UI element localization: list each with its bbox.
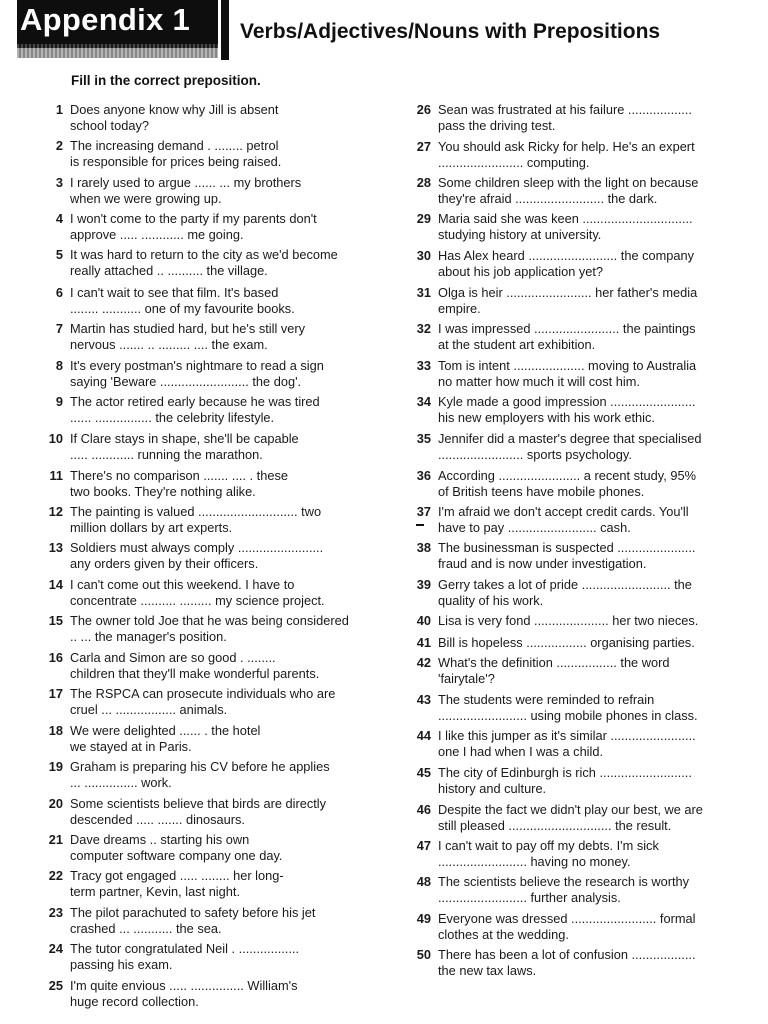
question-item: [404, 635, 742, 651]
question-text: [70, 832, 376, 865]
question-line: If Clare stays in shape, she'll be capable: [70, 431, 299, 446]
question-number: 2: [55, 138, 63, 153]
question-number: 37: [416, 504, 431, 519]
question-number: 49: [416, 911, 431, 926]
question-text: [438, 358, 742, 391]
question-line: 'fairytale'?: [438, 671, 495, 687]
question-line: The students were reminded to refrain: [438, 692, 655, 707]
question-line: Despite the fact we didn't play our best, we are: [438, 802, 703, 817]
question-item: [36, 504, 376, 537]
question-item: [36, 868, 376, 901]
question-line: I'm quite envious ..... ............... William's: [70, 978, 298, 993]
question-line: There's no comparison ....... .... . these: [70, 468, 288, 483]
question-line: Some children sleep with the light on because: [438, 175, 699, 190]
question-number: 16: [48, 650, 63, 665]
question-line: of British teens have mobile phones.: [438, 484, 645, 500]
question-item: [404, 211, 742, 244]
question-text: [70, 211, 376, 244]
question-item: [404, 765, 742, 798]
question-line: The painting is valued ............................ two: [70, 504, 322, 519]
question-item: [36, 431, 376, 464]
question-item: [404, 175, 742, 208]
question-line: The tutor congratulated Neil . .................: [70, 941, 300, 956]
question-text: [438, 692, 742, 725]
question-line: empire.: [438, 301, 481, 317]
question-text: [70, 978, 376, 1011]
question-text: [70, 941, 376, 974]
question-text: [438, 838, 742, 871]
question-text: [438, 765, 742, 798]
page-title: Verbs/Adjectives/Nouns with Prepositions: [240, 20, 661, 43]
question-item: [36, 759, 376, 792]
question-number: 44: [416, 728, 431, 743]
question-item: [404, 838, 742, 871]
question-number: 40: [416, 613, 431, 628]
question-text: [70, 723, 376, 756]
question-item: [404, 577, 742, 610]
question-item: [36, 905, 376, 938]
question-text: [70, 431, 376, 464]
question-line: ......................... using mobile phones in class.: [438, 708, 698, 724]
question-number: 10: [48, 431, 63, 446]
question-item: [404, 504, 742, 537]
question-item: [36, 138, 376, 171]
question-item: [404, 655, 742, 688]
question-line: Olga is heir ........................ her father's media: [438, 285, 698, 300]
instruction-text: Fill in the correct preposition.: [71, 73, 261, 88]
question-item: [404, 285, 742, 318]
question-line: The scientists believe the research is worthy: [438, 874, 690, 889]
question-item: [36, 796, 376, 829]
question-text: [70, 905, 376, 938]
question-item: [36, 102, 376, 135]
question-item: [36, 358, 376, 391]
question-text: [438, 728, 742, 761]
question-text: [438, 285, 742, 318]
question-number: 6: [55, 285, 63, 300]
question-item: [404, 947, 742, 980]
question-item: [36, 247, 376, 280]
question-line: The RSPCA can prosecute individuals who are: [70, 686, 336, 701]
question-item: [36, 394, 376, 427]
question-text: [70, 102, 376, 135]
question-text: [438, 911, 742, 944]
question-text: [70, 247, 376, 280]
question-item: [36, 175, 376, 208]
question-line: Everyone was dressed ........................ formal: [438, 911, 696, 926]
question-text: [438, 577, 742, 610]
question-line: any orders given by their officers.: [70, 556, 259, 572]
question-text: [438, 139, 742, 172]
question-number: 43: [416, 692, 431, 707]
question-text: [70, 468, 376, 501]
appendix-label: Appendix 1: [20, 2, 191, 37]
question-line: What's the definition ................. the word: [438, 655, 670, 670]
question-line: school today?: [70, 118, 149, 134]
question-number: 35: [416, 431, 431, 446]
question-text: [438, 947, 742, 980]
question-number: 28: [416, 175, 431, 190]
question-text: [70, 540, 376, 573]
dash-mark: [416, 524, 424, 526]
question-text: [70, 686, 376, 719]
question-number: 19: [48, 759, 63, 774]
question-number: 42: [416, 655, 431, 670]
question-text: [438, 874, 742, 907]
question-line: cruel ... ................. animals.: [70, 702, 228, 718]
question-line: concentrate .......... ......... my science project.: [70, 593, 325, 609]
question-item: [36, 613, 376, 646]
question-line: still pleased ............................. the result.: [438, 818, 672, 834]
question-text: [70, 577, 376, 610]
question-number: 29: [416, 211, 431, 226]
question-number: 22: [48, 868, 63, 883]
question-line: clothes at the wedding.: [438, 927, 569, 943]
question-line: passing his exam.: [70, 957, 173, 973]
question-line: I'm afraid we don't accept credit cards. You'll: [438, 504, 689, 519]
question-text: [70, 868, 376, 901]
question-line: his new employers with his work ethic.: [438, 410, 655, 426]
question-text: [70, 759, 376, 792]
question-line: the new tax laws.: [438, 963, 537, 979]
question-line: Dave dreams .. starting his own: [70, 832, 250, 847]
question-text: [70, 796, 376, 829]
question-number: 30: [416, 248, 431, 263]
question-text: [438, 211, 742, 244]
question-line: ........................ sports psychology.: [438, 447, 632, 463]
question-line: history and culture.: [438, 781, 547, 797]
question-line: Tom is intent .................... moving to Australia: [438, 358, 697, 373]
question-item: [404, 139, 742, 172]
question-number: 33: [416, 358, 431, 373]
question-number: 8: [55, 358, 63, 373]
question-item: [404, 468, 742, 501]
question-line: The businessman is suspected ......................: [438, 540, 696, 555]
question-text: [70, 138, 376, 171]
question-number: 50: [416, 947, 431, 962]
question-text: [70, 650, 376, 683]
question-item: [404, 248, 742, 281]
question-text: [438, 431, 742, 464]
question-line: crashed ... ........... the sea.: [70, 921, 222, 937]
question-text: [438, 802, 742, 835]
question-number: 47: [416, 838, 431, 853]
question-line: ... ............... work.: [70, 775, 172, 791]
question-line: huge record collection.: [70, 994, 199, 1010]
question-line: computer software company one day.: [70, 848, 283, 864]
question-line: We were delighted ...... . the hotel: [70, 723, 261, 738]
page-header: [0, 0, 768, 62]
question-line: Graham is preparing his CV before he applies: [70, 759, 330, 774]
question-item: [36, 723, 376, 756]
question-line: about his job application yet?: [438, 264, 604, 280]
question-number: 18: [48, 723, 63, 738]
question-item: [404, 540, 742, 573]
question-number: 38: [416, 540, 431, 555]
question-item: [36, 941, 376, 974]
question-number: 45: [416, 765, 431, 780]
question-number: 23: [48, 905, 63, 920]
question-line: I was impressed ........................ the paintings: [438, 321, 696, 336]
question-line: fraud and is now under investigation.: [438, 556, 647, 572]
question-text: [70, 358, 376, 391]
question-line: Sean was frustrated at his failure ..................: [438, 102, 692, 117]
question-line: Kyle made a good impression ........................: [438, 394, 696, 409]
question-item: [36, 540, 376, 573]
question-number: 34: [416, 394, 431, 409]
question-number: 14: [48, 577, 63, 592]
question-text: [70, 613, 376, 646]
question-line: Maria said she was keen ...............................: [438, 211, 693, 226]
question-line: ...... ................ the celebrity lifestyle.: [70, 410, 275, 426]
question-item: [404, 431, 742, 464]
question-item: [36, 832, 376, 865]
question-text: [438, 321, 742, 354]
question-item: [404, 874, 742, 907]
question-number: 26: [416, 102, 431, 117]
question-item: [404, 102, 742, 135]
question-number: 4: [55, 211, 63, 226]
question-line: The city of Edinburgh is rich ..........................: [438, 765, 692, 780]
question-line: term partner, Kevin, last night.: [70, 884, 240, 900]
question-line: ......................... further analysis.: [438, 890, 621, 906]
question-line: .. ... the manager's position.: [70, 629, 227, 645]
question-text: [438, 635, 742, 651]
question-text: [438, 655, 742, 688]
question-number: 36: [416, 468, 431, 483]
question-line: You should ask Ricky for help. He's an expert: [438, 139, 695, 154]
question-line: one I had when I was a child.: [438, 744, 604, 760]
question-item: [404, 802, 742, 835]
question-line: studying history at university.: [438, 227, 602, 243]
question-line: have to pay ......................... cash.: [438, 520, 631, 536]
question-item: [404, 394, 742, 427]
question-item: [404, 358, 742, 391]
question-line: children that they'll make wonderful parents.: [70, 666, 320, 682]
question-line: really attached .. .......... the village.: [70, 263, 268, 279]
question-line: million dollars by art experts.: [70, 520, 233, 536]
question-text: [70, 175, 376, 208]
question-line: Jennifer did a master's degree that specialised: [438, 431, 702, 446]
question-line: Lisa is very fond ..................... her two nieces.: [438, 613, 699, 628]
question-text: [438, 504, 742, 537]
question-number: 17: [48, 686, 63, 701]
question-line: The actor retired early because he was tired: [70, 394, 320, 409]
header-divider: [221, 0, 229, 60]
question-text: [70, 321, 376, 354]
question-line: two books. They're nothing alike.: [70, 484, 256, 500]
question-text: [70, 394, 376, 427]
question-line: Martin has studied hard, but he's still very: [70, 321, 306, 336]
question-line: ..... ............ running the marathon.: [70, 447, 263, 463]
question-number: 31: [416, 285, 431, 300]
question-line: nervous ....... .. ......... .... the exam.: [70, 337, 268, 353]
question-text: [70, 504, 376, 537]
banner-texture: [17, 44, 218, 58]
question-line: It was hard to return to the city as we'd become: [70, 247, 338, 262]
question-number: 21: [48, 832, 63, 847]
question-item: [36, 321, 376, 354]
question-line: Tracy got engaged ..... ........ her long-: [70, 868, 284, 883]
question-line: pass the driving test.: [438, 118, 556, 134]
question-line: The owner told Joe that he was being considered: [70, 613, 349, 628]
question-number: 48: [416, 874, 431, 889]
question-line: descended ..... ....... dinosaurs.: [70, 812, 245, 828]
question-number: 32: [416, 321, 431, 336]
question-text: [438, 175, 742, 208]
question-line: Soldiers must always comply ........................: [70, 540, 324, 555]
question-line: Bill is hopeless ................. organising parties.: [438, 635, 695, 650]
question-number: 41: [416, 635, 431, 650]
question-line: no matter how much it will cost him.: [438, 374, 640, 390]
question-number: 13: [48, 540, 63, 555]
question-line: saying 'Beware ......................... the dog'.: [70, 374, 302, 390]
question-line: I can't wait to pay off my debts. I'm sick: [438, 838, 659, 853]
question-number: 9: [55, 394, 63, 409]
question-line: at the student art exhibition.: [438, 337, 596, 353]
question-item: [36, 577, 376, 610]
question-line: they're afraid ......................... the dark.: [438, 191, 658, 207]
question-text: [438, 613, 742, 629]
question-number: 24: [48, 941, 63, 956]
question-line: Gerry takes a lot of pride ......................... the: [438, 577, 692, 592]
question-item: [404, 728, 742, 761]
question-line: we stayed at in Paris.: [70, 739, 192, 755]
question-text: [70, 285, 376, 318]
question-line: Does anyone know why Jill is absent: [70, 102, 279, 117]
question-number: 3: [55, 175, 63, 190]
question-item: [404, 911, 742, 944]
question-line: According ....................... a recent study, 95%: [438, 468, 696, 483]
question-line: The pilot parachuted to safety before his jet: [70, 905, 316, 920]
question-item: [36, 211, 376, 244]
question-number: 1: [55, 102, 63, 117]
question-line: ........................ computing.: [438, 155, 590, 171]
question-number: 20: [48, 796, 63, 811]
question-number: 15: [48, 613, 63, 628]
question-line: It's every postman's nightmare to read a sign: [70, 358, 324, 373]
question-line: I like this jumper as it's similar ........................: [438, 728, 696, 743]
question-number: 11: [49, 468, 63, 483]
question-item: [404, 692, 742, 725]
question-line: Some scientists believe that birds are directly: [70, 796, 327, 811]
question-item: [404, 613, 742, 629]
question-item: [36, 978, 376, 1011]
question-line: Carla and Simon are so good . ........: [70, 650, 276, 665]
question-line: I can't come out this weekend. I have to: [70, 577, 295, 592]
question-line: I rarely used to argue ...... ... my brothers: [70, 175, 302, 190]
question-text: [438, 248, 742, 281]
question-text: [438, 468, 742, 501]
question-line: ........ ........... one of my favourite books.: [70, 301, 295, 317]
question-line: when we were growing up.: [70, 191, 222, 207]
question-item: [36, 285, 376, 318]
question-number: 39: [416, 577, 431, 592]
question-item: [36, 468, 376, 501]
question-number: 7: [55, 321, 63, 336]
question-line: ......................... having no money.: [438, 854, 631, 870]
question-line: I can't wait to see that film. It's based: [70, 285, 279, 300]
question-line: I won't come to the party if my parents don't: [70, 211, 317, 226]
question-number: 27: [416, 139, 431, 154]
question-line: There has been a lot of confusion ..................: [438, 947, 696, 962]
question-number: 12: [48, 504, 63, 519]
question-text: [438, 102, 742, 135]
question-line: approve ..... ............ me going.: [70, 227, 244, 243]
question-number: 46: [416, 802, 431, 817]
question-item: [36, 650, 376, 683]
question-item: [36, 686, 376, 719]
question-line: The increasing demand . ........ petrol: [70, 138, 279, 153]
question-text: [438, 540, 742, 573]
question-line: quality of his work.: [438, 593, 544, 609]
question-line: Has Alex heard ......................... the company: [438, 248, 695, 263]
question-item: [404, 321, 742, 354]
question-number: 25: [48, 978, 63, 993]
question-text: [438, 394, 742, 427]
question-line: is responsible for prices being raised.: [70, 154, 282, 170]
question-number: 5: [55, 247, 63, 262]
